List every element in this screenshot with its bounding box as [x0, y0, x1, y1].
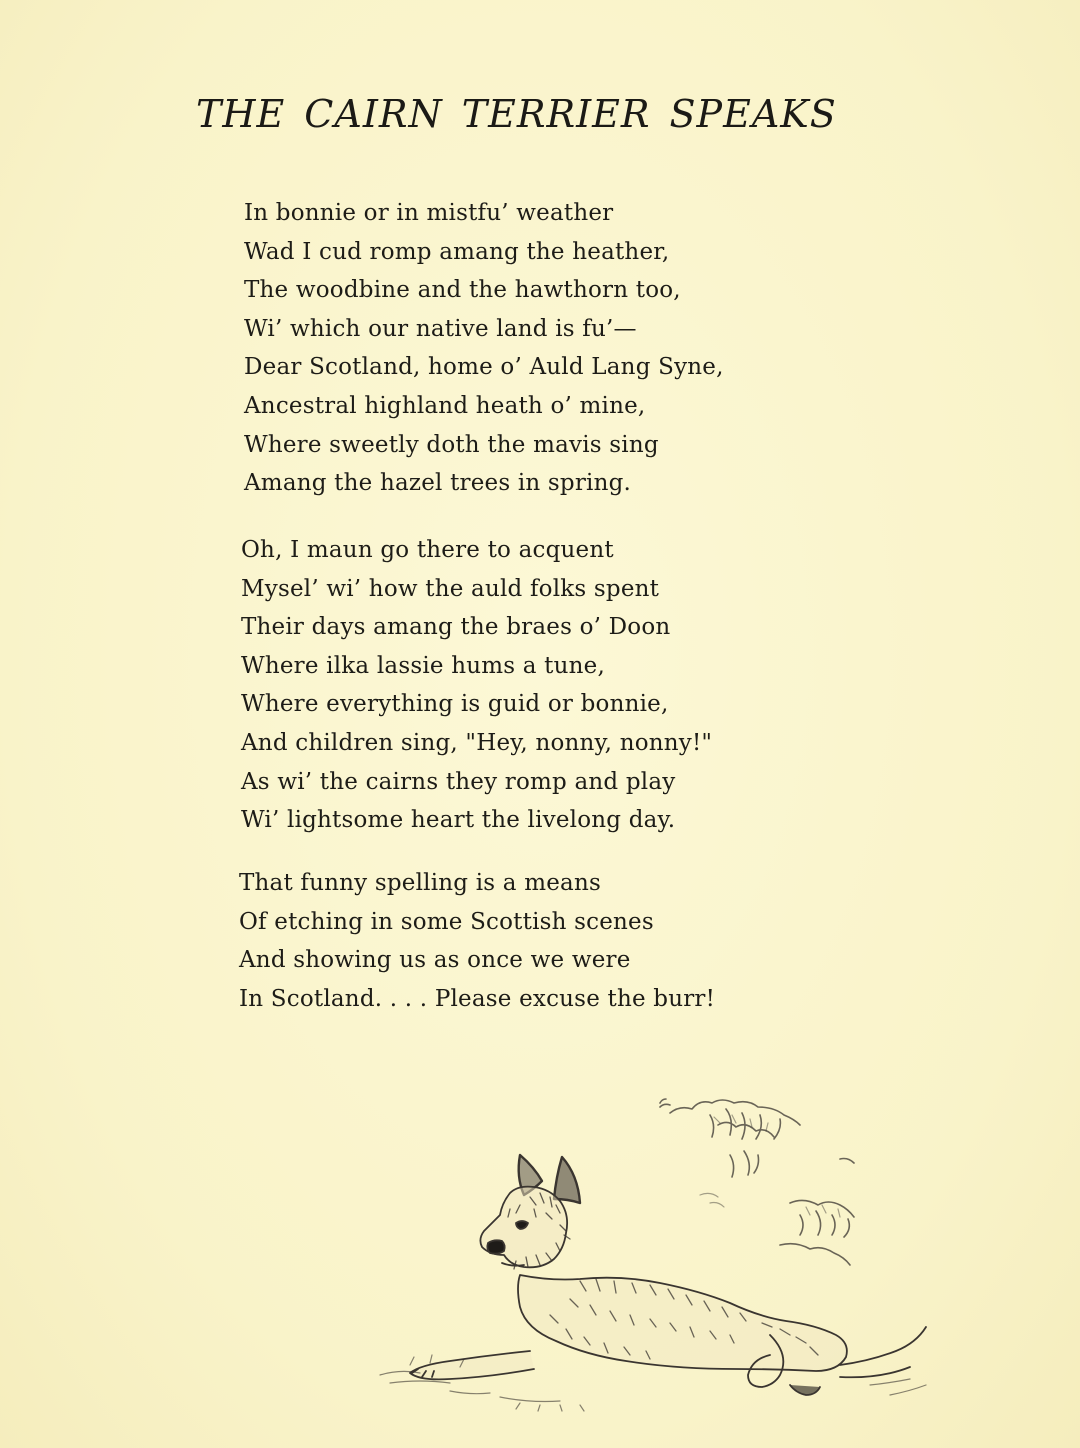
- poem-line: Dear Scotland, home o’ Auld Lang Syne,: [244, 354, 724, 381]
- poem-line: Wad I cud romp amang the heather,: [244, 238, 670, 265]
- poem-line: Where everything is guid or bonnie,: [241, 691, 669, 718]
- poem-line: Ancestral highland heath o’ mine,: [244, 392, 646, 419]
- poem-line: Where ilka lassie hums a tune,: [241, 652, 605, 679]
- poem-line: That funny spelling is a means: [239, 870, 601, 896]
- poem-line: And showing us as once we were: [239, 947, 631, 974]
- poem-line: In bonnie or in mistfu’ weather: [244, 200, 614, 226]
- poem-line: Wi’ which our native land is fu’—: [244, 315, 637, 342]
- poem-line: And children sing, "Hey, nonny, nonny!": [241, 729, 713, 756]
- poem-line: In Scotland. . . . Please excuse the burr!: [239, 985, 716, 1012]
- poem-line: Their days amang the braes o’ Doon: [241, 614, 671, 641]
- poem-line: Of etching in some Scottish scenes: [239, 908, 654, 935]
- stanza-2: [241, 531, 712, 840]
- poem-title: THE CAIRN TERRIER SPEAKS: [196, 92, 837, 136]
- poem-line: Wi’ lightsome heart the livelong day.: [241, 807, 676, 834]
- stanza-3: [239, 864, 715, 1018]
- stanza-1: [244, 194, 724, 503]
- poem-line: The woodbine and the hawthorn too,: [244, 277, 681, 304]
- poem-line: As wi’ the cairns they romp and play: [241, 768, 676, 795]
- poem-line: Mysel’ wi’ how the auld folks spent: [241, 575, 660, 602]
- cairn-terrier-sketch-icon: [370, 1085, 950, 1425]
- poem-line: Oh, I maun go there to acquent: [241, 537, 614, 563]
- poem-line: Where sweetly doth the mavis sing: [244, 431, 659, 458]
- poem-line: Amang the hazel trees in spring.: [244, 470, 632, 497]
